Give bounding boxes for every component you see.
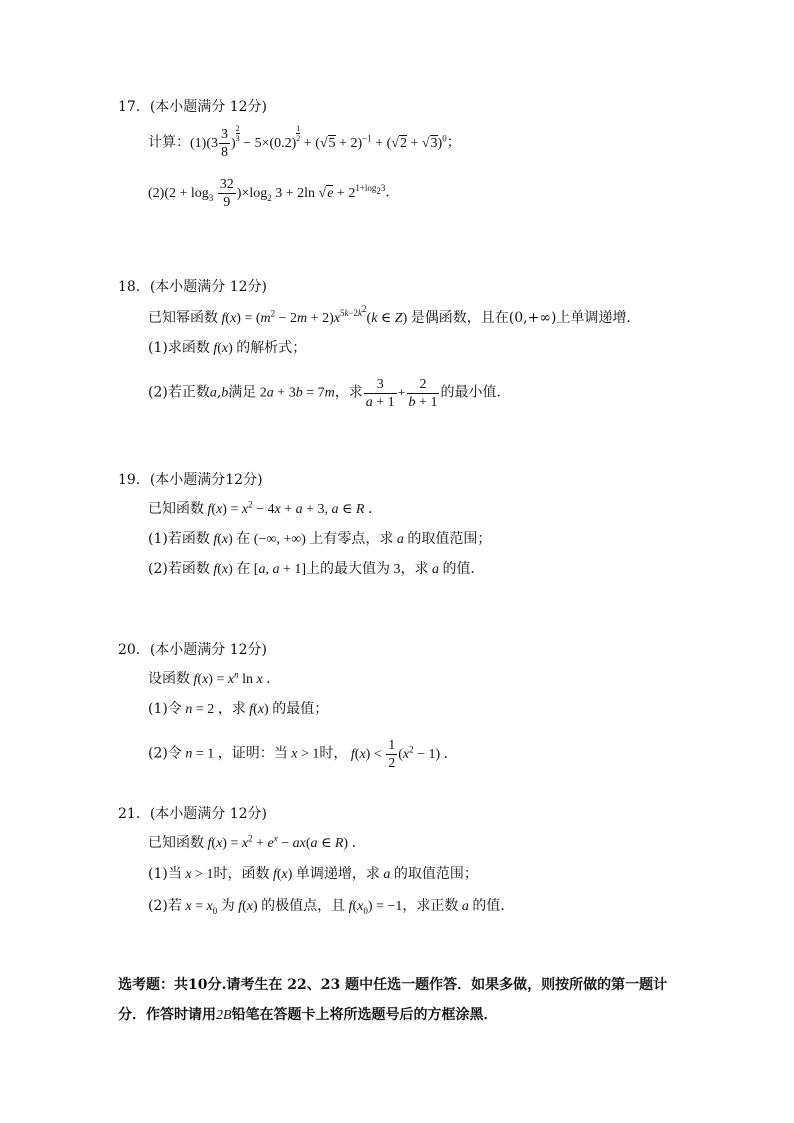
question-19-header: 19．(本小题满分12分) — [118, 472, 263, 488]
question-21-part-1: (1)当 x > 1时，函数 f(x) 单调递增，求 a 的取值范围； — [148, 866, 478, 882]
question-18-part-2: (2)若正数a,b满足 2a + 3b = 7m，求 $\frac{3}{a + 1}$ + $\frac{2}{b + 1}$ 的最小值． — [148, 377, 511, 410]
question-21-intro: 已知函数 $f(x) = x^2 + e^x - ax(a$ ∈ R) ． — [148, 833, 366, 851]
question-20-part-1: (1)令 n = 2 ，求 f(x) 的最值； — [148, 701, 329, 717]
question-21-header: 21．(本小题满分 12分) — [118, 806, 268, 822]
question-19-part-1: (1)若函数 f(x) 在 (−∞, +∞) 上有零点，求 a 的取值范围； — [148, 531, 492, 547]
calc-label: 计算： — [148, 134, 190, 151]
question-20-header: 20．(本小题满分 12分) — [118, 642, 268, 658]
question-20-intro: 设函数 $f(x) = x^n$ ln x ． — [148, 669, 281, 687]
question-17-part-1: 计算：(1)(3 $\frac{3}{8}$ ) $\frac{2}{3}$ − 5×(0.2) $\frac{1}{2}$ + $(√5 + 2)^{-1} + (√2 + √3)^0$； — [148, 124, 461, 160]
question-19-part-2: (2)若函数 f(x) 在 [a, a + 1]上的最大值为 3，求 a 的值． — [148, 561, 485, 577]
question-21-part-2: (2)若 $x = x_0$ 为 f(x) 的极值点，且 $f(x_0) = -1$，求正数 a 的值． — [148, 898, 515, 916]
question-19-intro: 已知函数 $f(x) = x^2 - 4x + a + 3$, a ∈ R ． — [148, 499, 382, 517]
question-18-part-1: (1)求函数 f(x) 的解析式； — [148, 340, 307, 356]
question-18-intro: 已知幂函数 $f(x) = (m^2 - 2m + 2)x^{5k-2k^2}(k$ ∈ Z) 是偶函数，且在(0,+∞)上单调递增． — [148, 304, 641, 326]
question-17-header: 17．(本小题满分 12分) — [118, 99, 268, 115]
question-17-part-2: $(2)(2 + \log_3$ $\frac{32}{9}$ )$\times\log_2$ 3 + 2ln $√e + 2^{1+log_23}$． — [148, 177, 400, 210]
elective-line-1: 选考题：共10分.请考生在 22、23 题中任选一题作答．如果多做，则按所做的第一题计 — [118, 977, 668, 993]
elective-line-2: 分．作答时请用2B铅笔在答题卡上将所选题号后的方框涂黑． — [118, 1007, 498, 1023]
elective-instructions — [118, 970, 688, 1031]
question-20-part-2: (2)令 n = 1 ，证明：当 x > 1时， f(x) < $\frac{1}{2}$ $(x^2 - 1)$ ． — [148, 738, 458, 771]
question-18-header: 18．(本小题满分 12分) — [118, 279, 268, 295]
